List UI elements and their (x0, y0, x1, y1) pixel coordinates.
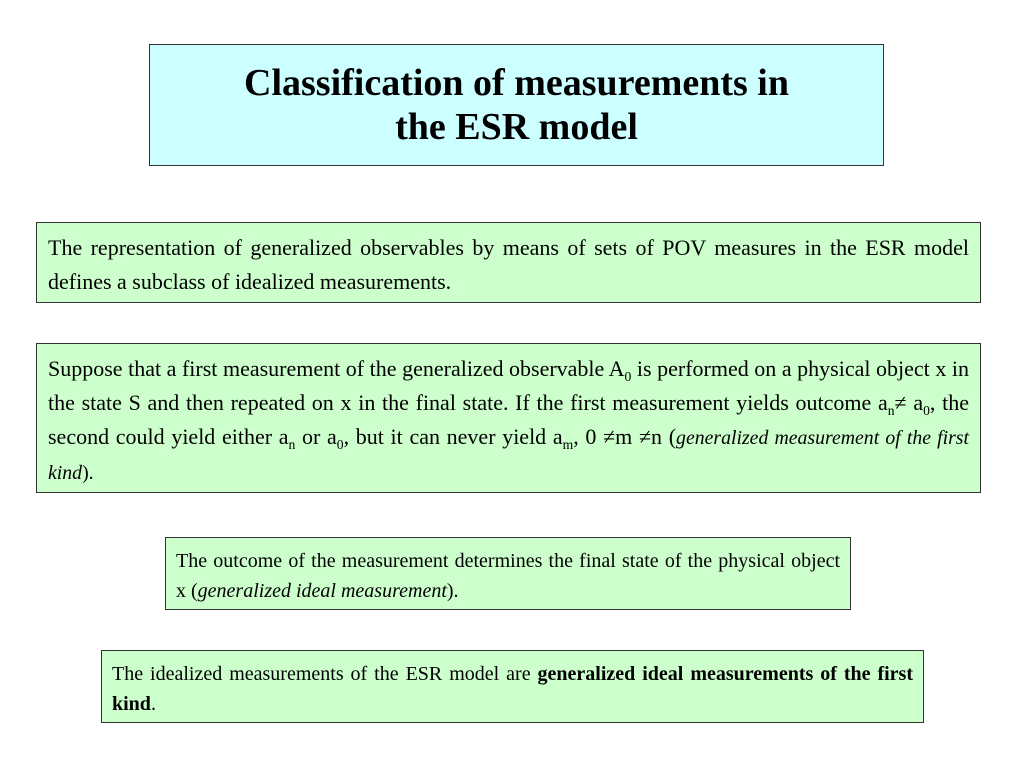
paragraph-first-kind (48, 352, 969, 490)
text-segment: ). (82, 462, 94, 484)
text-box-representation (36, 222, 981, 303)
italic-term: generalized measurement of the first kind (48, 427, 970, 484)
paragraph-representation: The representation of generalized observables by means of sets of POV measures in the ESR model defines a subclass of idealized measurements. (48, 235, 969, 294)
text-segment: ≠ a (894, 390, 924, 415)
text-segment: ). (446, 580, 459, 602)
subscript: n (887, 402, 895, 418)
text-segment: Suppose that a first measurement of the generalized observable A (48, 356, 625, 381)
subscript: n (288, 436, 296, 452)
subscript: m (562, 436, 574, 452)
subscript: 0 (336, 436, 344, 452)
text-box-ideal (165, 537, 851, 610)
slide-title-box (149, 44, 884, 166)
text-segment: , 0 ≠m ≠n ( (573, 424, 677, 449)
italic-term: generalized ideal measurement (197, 580, 447, 602)
text-segment: is performed on a physical object x in the state S and then repeated on x in the final state. If the first measurement yields outcome a (48, 356, 969, 415)
title-line-1: Classification of measurements in (244, 62, 789, 104)
subscript: 0 (923, 402, 930, 418)
subscript: 0 (624, 368, 632, 384)
bold-term: generalized ideal measurements of the first kind (112, 663, 914, 715)
title-line-2: the ESR model (395, 106, 638, 148)
text-segment: The outcome of the measurement determines the final state of the physical object x ( (176, 550, 840, 602)
text-box-first-kind (36, 343, 981, 493)
slide-title (244, 61, 789, 149)
text-segment: The idealized measurements of the ESR model are (112, 663, 538, 685)
paragraph-ideal (176, 546, 840, 606)
text-segment: or a (295, 424, 337, 449)
paragraph-conclusion (112, 659, 913, 719)
text-segment: , the second could yield either a (48, 390, 969, 449)
text-segment: . (150, 693, 156, 715)
text-segment: , but it can never yield a (343, 424, 563, 449)
text-box-conclusion (101, 650, 924, 723)
